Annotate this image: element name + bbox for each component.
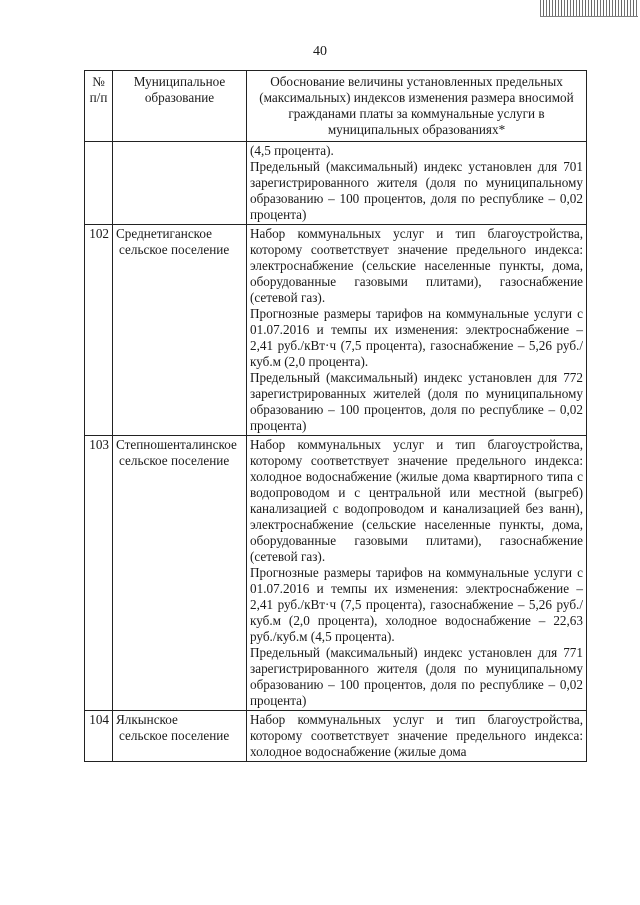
- municipality-type: сельское поселение: [119, 453, 230, 468]
- row-number: [85, 142, 113, 225]
- table-header-row: [85, 71, 587, 142]
- page-number: 40: [313, 44, 327, 59]
- justification-paragraph: Предельный (максимальный) индекс установлен для 701 зарегистрированного жителя (доля по муниципальному образованию – 100 процентов, доля по республике – 0,02 процента): [250, 159, 583, 222]
- justification-paragraph: Предельный (максимальный) индекс установлен для 771 зарегистрированного жителя (доля по муниципальному образованию – 100 процентов, доля по республике – 0,02 процента): [250, 645, 583, 708]
- justification-paragraph: Предельный (максимальный) индекс установлен для 772 зарегистрированных жителей (доля по муниципальному образованию – 100 процентов, доля по республике – 0,02 процента): [250, 370, 583, 433]
- justification-paragraph: Набор коммунальных услуг и тип благоустройства, которому соответствует значение предельного индекса: электроснабжение (сельские населенные пункты, дома, оборудованные газовыми плитами), газоснабжение (сетевой газ).: [250, 226, 583, 305]
- municipality-type: сельское поселение: [119, 242, 230, 257]
- row-justification: [247, 436, 587, 711]
- table-row: [85, 711, 587, 762]
- justification-paragraph: Прогнозные размеры тарифов на коммунальные услуги с 01.07.2016 и темпы их изменения: электроснабжение – 2,41 руб./кВт·ч (7,5 процента), газоснабжение – 5,26 руб./куб.м (2,0 процента).: [250, 306, 583, 369]
- row-number: 103: [85, 436, 113, 711]
- row-municipality: [113, 711, 247, 762]
- municipality-name: Среднетиганское: [116, 226, 213, 241]
- header-justification: Обоснование величины установленных предельных (максимальных) индексов изменения размера вносимой гражданами платы за коммунальные услуги в муниципальных образованиях*: [247, 71, 587, 142]
- justification-paragraph: Прогнозные размеры тарифов на коммунальные услуги с 01.07.2016 и темпы их изменения: электроснабжение – 2,41 руб./кВт·ч (7,5 процента), газоснабжение – 5,26 руб./куб.м (2,0 процента), холодное водоснабжение – 22,63 руб./куб.м (4,5 процента).: [250, 565, 583, 644]
- header-municipality: Муниципальное образование: [113, 71, 247, 142]
- row-justification: [247, 142, 587, 225]
- justification-paragraph: Набор коммунальных услуг и тип благоустройства, которому соответствует значение предельного индекса: холодное водоснабжение (жилые дома: [250, 712, 583, 759]
- justification-paragraph: Набор коммунальных услуг и тип благоустройства, которому соответствует значение предельного индекса: холодное водоснабжение (жилые дома квартирного типа с водопроводом и с центральной или местной (выгреб) канализацией с водопроводом и канализацией без ванн), электроснабжение (сельские населенные пункты, дома, оборудованные газовыми плитами), газоснабжение (сетевой газ).: [250, 437, 583, 564]
- municipality-name: Степношенталинское: [116, 437, 237, 452]
- municipality-type: сельское поселение: [119, 728, 230, 743]
- row-number: 104: [85, 711, 113, 762]
- table-row: [85, 142, 587, 225]
- table-row: [85, 436, 587, 711]
- row-justification: [247, 225, 587, 436]
- header-number: № п/п: [85, 71, 113, 142]
- row-justification: [247, 711, 587, 762]
- row-number: 102: [85, 225, 113, 436]
- municipality-name: Ялкынское: [116, 712, 178, 727]
- row-municipality: [113, 225, 247, 436]
- scan-corner-mark: [540, 0, 638, 17]
- row-municipality: [113, 142, 247, 225]
- tariff-justification-table: [84, 70, 587, 762]
- row-municipality: [113, 436, 247, 711]
- table-row: [85, 225, 587, 436]
- justification-paragraph: (4,5 процента).: [250, 143, 334, 158]
